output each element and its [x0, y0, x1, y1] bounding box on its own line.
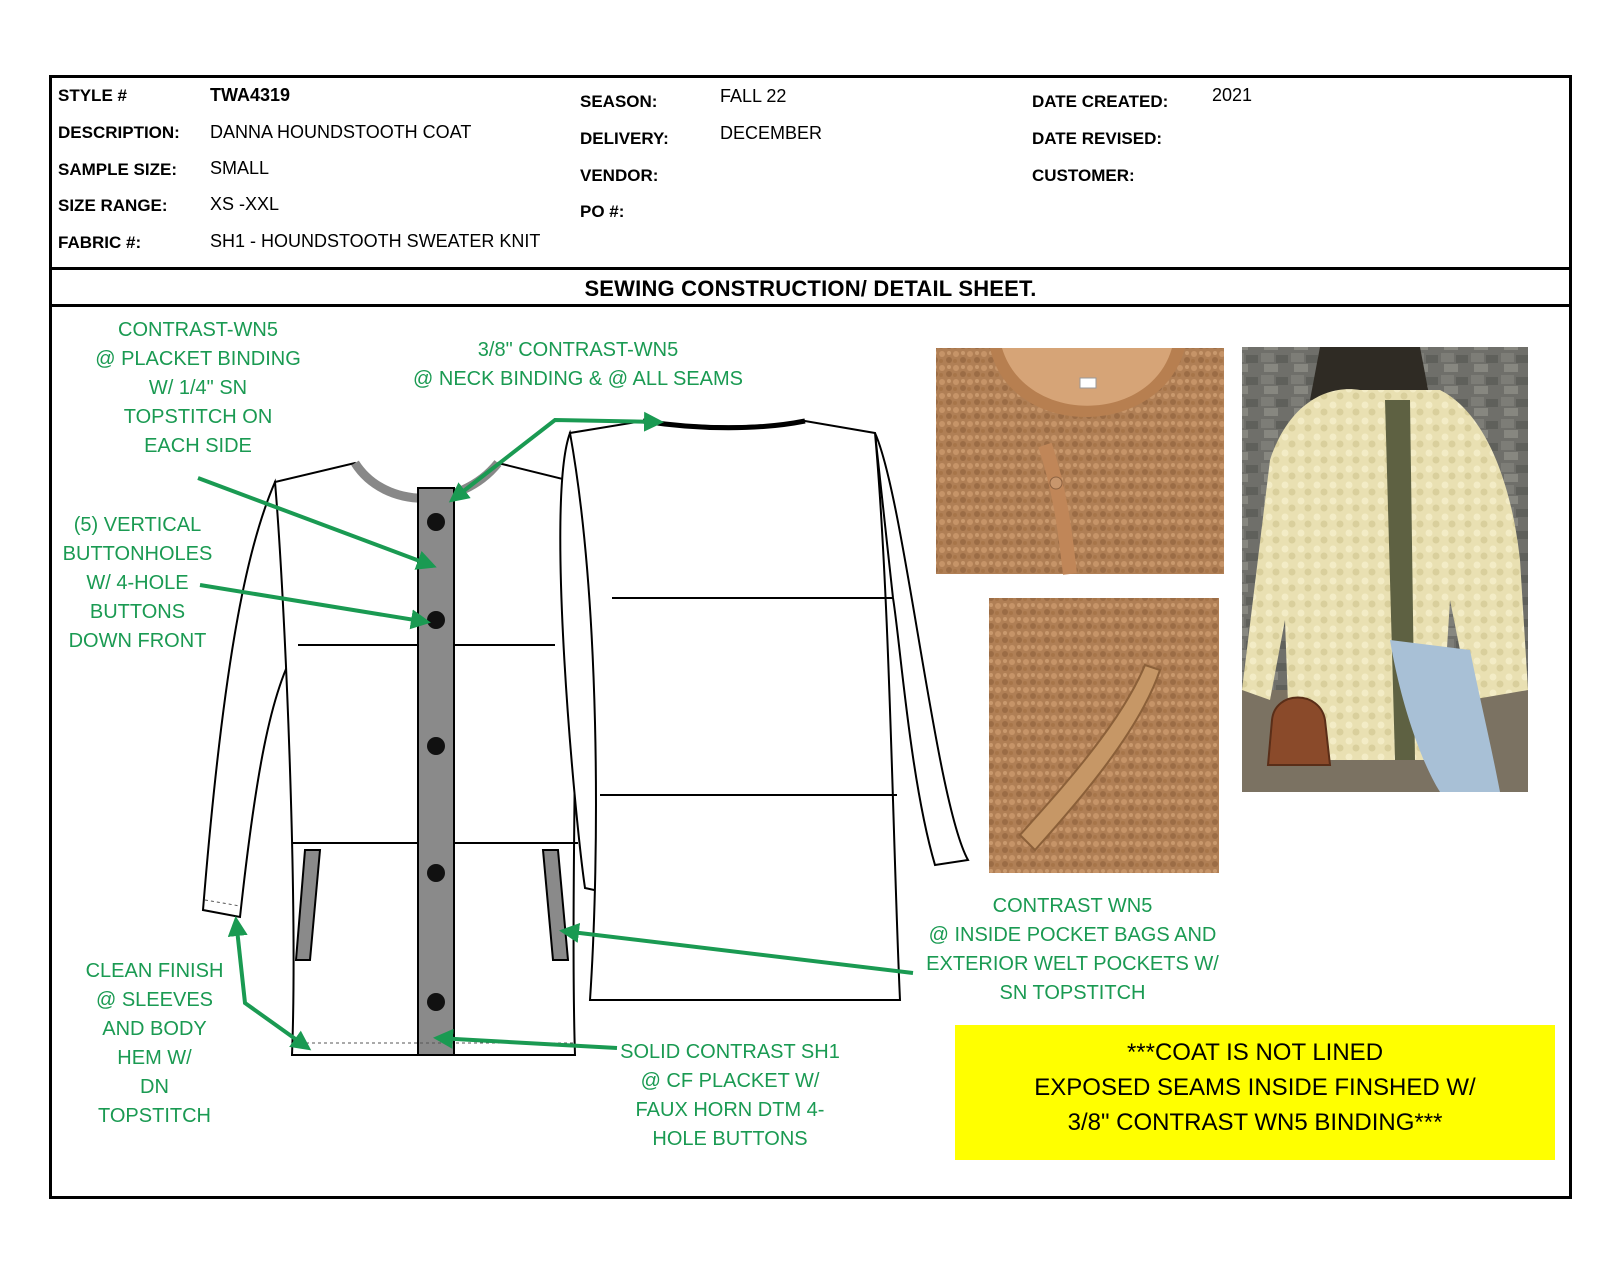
callout-line: CONTRAST WN5: [992, 895, 1153, 917]
callout-line: CLEAN FINISH: [85, 960, 224, 982]
style-value: TWA4319: [210, 85, 291, 105]
pocket-detail-photo: [989, 598, 1219, 873]
callout-placket-binding: [78, 316, 318, 461]
callout-buttonholes: [55, 511, 220, 656]
callout-line: HOLE BUTTONS: [652, 1128, 808, 1150]
date-created-value: 2021: [1212, 85, 1253, 105]
size-range-label: SIZE RANGE:: [58, 196, 168, 215]
button-2: [427, 611, 445, 629]
callout-line: (5) VERTICAL: [73, 514, 202, 536]
callout-line: DOWN FRONT: [68, 630, 207, 652]
button-1: [427, 513, 445, 531]
neckline-detail-photo: [936, 348, 1224, 574]
callout-line: W/ 4-HOLE: [86, 572, 189, 594]
delivery-label: DELIVERY:: [580, 129, 669, 148]
delivery-value: DECEMBER: [720, 123, 823, 143]
button-3: [427, 737, 445, 755]
callout-line: AND BODY: [102, 1018, 207, 1040]
callout-line: @ PLACKET BINDING: [95, 348, 301, 370]
callout-line: DN: [140, 1076, 169, 1098]
vendor-label: VENDOR:: [580, 166, 659, 185]
model-wearing-coat-photo: [1242, 347, 1528, 792]
callout-line: 3/8" CONTRAST-WN5: [477, 339, 679, 361]
button-5: [427, 993, 445, 1011]
callout-line: BUTTONS: [89, 601, 186, 623]
note-line: ***COAT IS NOT LINED: [1126, 1039, 1384, 1066]
date-created-label: DATE CREATED:: [1032, 92, 1169, 111]
callout-line: SOLID CONTRAST SH1: [620, 1041, 840, 1063]
callout-line: @ CF PLACKET W/: [640, 1070, 820, 1092]
callout-line: EXTERIOR WELT POCKETS W/: [926, 953, 1219, 975]
unlined-coat-note: [955, 1025, 1555, 1160]
callout-line: TOPSTITCH ON: [123, 406, 273, 428]
callout-line: @ INSIDE POCKET BAGS AND: [928, 924, 1217, 946]
button-4: [427, 864, 445, 882]
date-revised-label: DATE REVISED:: [1032, 129, 1163, 148]
callout-line: HEM W/: [117, 1047, 192, 1069]
callout-neck-binding: [408, 336, 748, 394]
size-range-value: XS -XXL: [210, 194, 280, 214]
back-coat-sketch: [560, 421, 968, 1000]
fabric-value: SH1 - HOUNDSTOOTH SWEATER KNIT: [210, 231, 541, 251]
callout-line: @ SLEEVES: [95, 989, 214, 1011]
po-label: PO #:: [580, 202, 625, 221]
style-label: STYLE #: [58, 86, 127, 105]
sheet-title: SEWING CONSTRUCTION/ DETAIL SHEET.: [584, 276, 1037, 301]
season-label: SEASON:: [580, 92, 658, 111]
customer-label: CUSTOMER:: [1032, 166, 1135, 185]
sample-size-label: SAMPLE SIZE:: [58, 160, 178, 179]
callout-line: EACH SIDE: [144, 435, 252, 457]
note-line: 3/8" CONTRAST WN5 BINDING***: [1067, 1109, 1443, 1136]
callout-line: @ NECK BINDING & @ ALL SEAMS: [413, 368, 743, 390]
note-line: EXPOSED SEAMS INSIDE FINSHED W/: [1034, 1074, 1476, 1101]
description-label: DESCRIPTION:: [58, 123, 180, 142]
callout-line: W/ 1/4" SN: [148, 377, 248, 399]
description-value: DANNA HOUNDSTOOTH COAT: [210, 122, 472, 142]
callout-line: TOPSTITCH: [98, 1105, 211, 1127]
sample-size-value: SMALL: [210, 158, 270, 178]
callout-line: FAUX HORN DTM 4-: [635, 1099, 825, 1121]
callout-pocket-bags: [920, 892, 1225, 1008]
fabric-label: FABRIC #:: [58, 233, 142, 252]
callout-cf-placket: [620, 1038, 840, 1154]
callout-clean-finish: [72, 957, 237, 1131]
callout-line: SN TOPSTITCH: [999, 982, 1146, 1004]
callout-line: CONTRAST-WN5: [118, 319, 278, 341]
season-value: FALL 22: [720, 86, 787, 106]
callout-line: BUTTONHOLES: [62, 543, 213, 565]
